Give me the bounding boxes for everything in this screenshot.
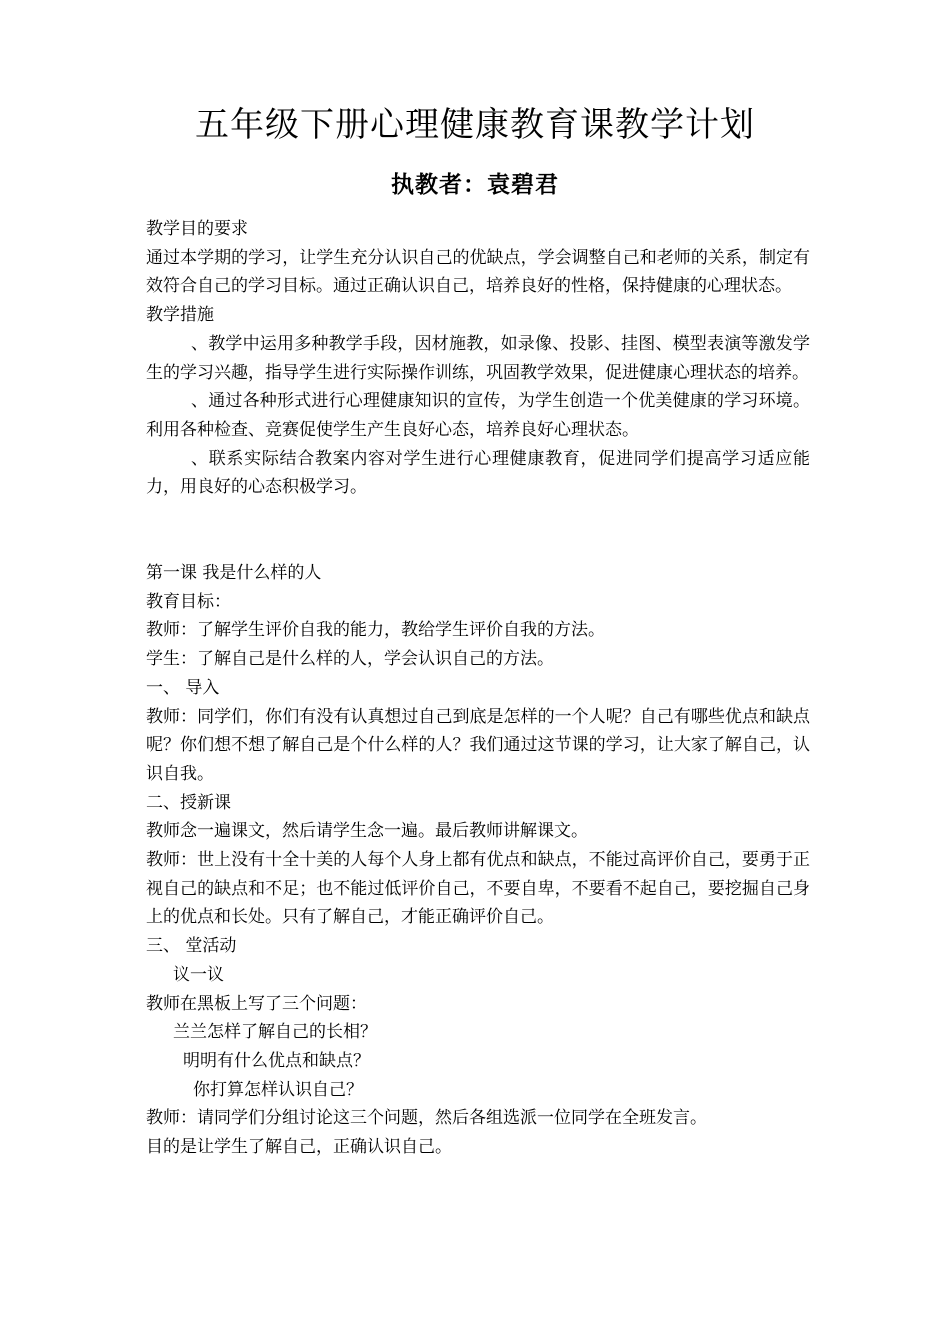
spacer [146, 502, 810, 559]
part-heading-new-lesson: 二、授新课 [146, 792, 231, 813]
question-item: 兰兰怎样了解自己的长相？ [173, 1022, 377, 1043]
part-text-new-lesson-1: 教师念一遍课文，然后请学生念一遍。最后教师讲解课文。 [146, 821, 588, 842]
document-title: 五年级下册心理健康教育课教学计划 [195, 105, 755, 145]
measure-item: 、通过各种形式进行心理健康知识的宣传，为学生创造一个优美健康的学习环境。利用各种检查、竞赛促使学生产生良好心态，培养良好心理状态。 [146, 391, 810, 440]
questions-intro: 教师在黑板上写了三个问题： [146, 993, 367, 1014]
document-body [146, 215, 810, 1162]
section-heading-measures: 教学措施 [146, 305, 214, 326]
part-text-new-lesson-2: 教师：世上没有十全十美的人每个人身上都有优点和缺点，不能过高评价自己，要勇于正视自己的缺点和不足；也不能过低评价自己，不要自卑，不要看不起自己，要挖掘自己身上的优点和长处。只有了解自己，才能正确评价自己。 [146, 850, 810, 928]
question-item: 你打算怎样认识自己？ [193, 1079, 363, 1100]
part-heading-activity: 三、 堂活动 [146, 936, 237, 957]
part-text-intro: 教师：同学们，你们有没有认真想过自己到底是怎样的一个人呢？自己有哪些优点和缺点呢？你们想不想了解自己是个什么样的人？我们通过这节课的学习，让大家了解自己，认识自我。 [146, 706, 810, 784]
measure-item: 、教学中运用多种教学手段，因材施教，如录像、投影、挂图、模型表演等激发学生的学习兴趣，指导学生进行实际操作训练，巩固教学效果，促进健康心理状态的培养。 [146, 333, 810, 383]
purpose-text: 目的是让学生了解自己，正确认识自己。 [146, 1137, 452, 1158]
section-heading-goals: 教学目的要求 [146, 219, 248, 239]
part-heading-intro: 一、 导入 [146, 677, 220, 698]
measure-item: 、联系实际结合教案内容对学生进行心理健康教育，促进同学们提高学习适应能力，用良好的心态积极学习。 [146, 448, 810, 498]
activity-title: 议一议 [173, 964, 224, 985]
discussion-text: 教师：请同学们分组讨论这三个问题，然后各组选派一位同学在全班发言。 [146, 1108, 707, 1129]
section-text-goals: 通过本学期的学习，让学生充分认识自己的优缺点，学会调整自己和老师的关系，制定有效符合自己的学习目标。通过正确认识自己，培养良好的性格，保持健康的心理状态。 [146, 247, 810, 297]
goal-heading: 教育目标： [146, 591, 231, 612]
author-line: 执教者：袁碧君 [391, 172, 559, 198]
question-item: 明明有什么优点和缺点？ [183, 1050, 370, 1071]
goal-student: 学生：了解自己是什么样的人，学会认识自己的方法。 [146, 649, 554, 670]
lesson-title: 第一课 我是什么样的人 [146, 563, 322, 584]
goal-teacher: 教师：了解学生评价自我的能力，教给学生评价自我的方法。 [146, 620, 605, 641]
